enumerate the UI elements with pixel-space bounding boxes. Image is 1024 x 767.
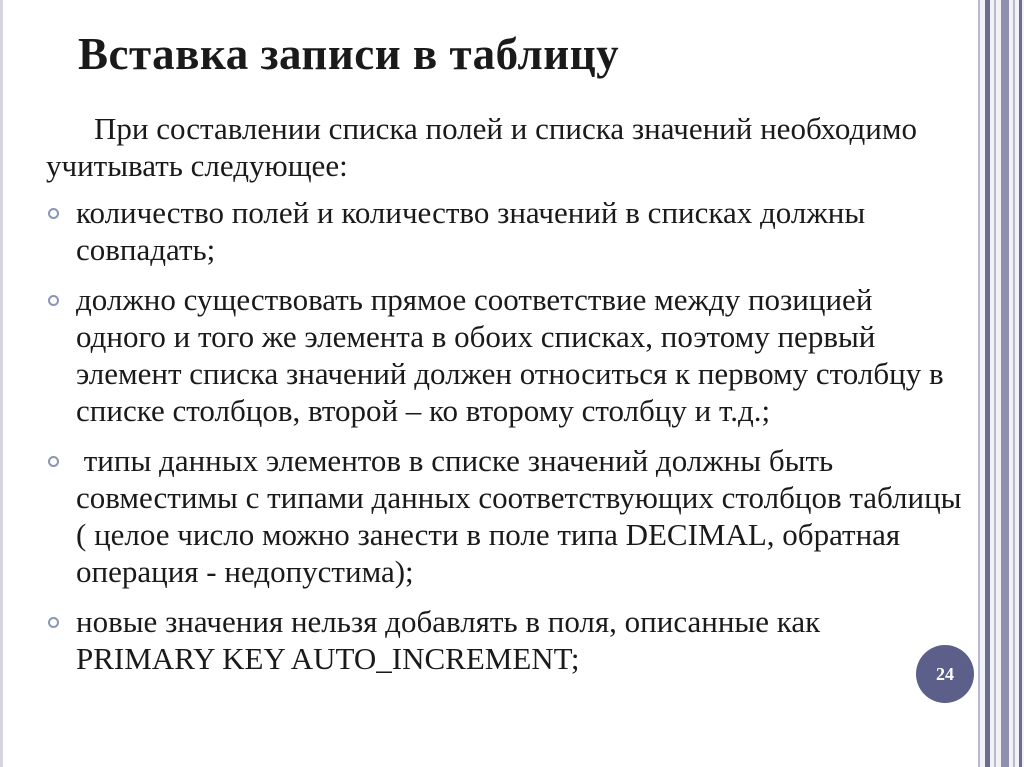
stripe xyxy=(994,0,996,767)
ring-bullet-icon xyxy=(48,208,59,219)
ring-bullet-icon xyxy=(48,617,59,628)
bullet-list xyxy=(46,194,970,690)
ring-bullet-icon xyxy=(48,295,59,306)
list-item-text: новые значения нельзя добавлять в поля, описанные как PRIMARY KEY AUTO_INCREMENT; xyxy=(76,604,821,676)
page-number: 24 xyxy=(936,663,954,684)
decorative-side-stripes xyxy=(978,0,1024,767)
stripe xyxy=(985,0,990,767)
list-item xyxy=(46,603,966,677)
stripe xyxy=(1013,0,1015,767)
list-item-text: количество полей и количество значений в списках должны совпадать; xyxy=(76,195,866,267)
left-border xyxy=(0,0,3,767)
slide-title: Вставка записи в таблицу xyxy=(78,29,620,79)
list-item-text: типы данных элементов в списке значений должны быть совместимы с типами данных соответствующих столбцов таблицы ( целое число можно занести в поле типа DECIMAL, обратная операция - недопустима); xyxy=(76,443,970,589)
ring-bullet-icon xyxy=(48,456,59,467)
intro-paragraph xyxy=(46,110,946,184)
list-item-text: должно существовать прямое соответствие между позицией одного и того же элемента в обоих списках, поэтому первый элемент списка значений должен относиться к первому столбцу в списке столбцов, второй – ко второму столбцу и т.д.; xyxy=(76,282,944,428)
intro-text: При составлении списка полей и списка значений необходимо учитывать следующее: xyxy=(46,111,917,183)
stripe xyxy=(1001,0,1009,767)
stripe xyxy=(1019,0,1022,767)
stripe xyxy=(978,0,980,767)
page-number-badge xyxy=(916,645,974,703)
list-item xyxy=(46,442,970,590)
list-item xyxy=(46,281,966,429)
list-item xyxy=(46,194,966,268)
